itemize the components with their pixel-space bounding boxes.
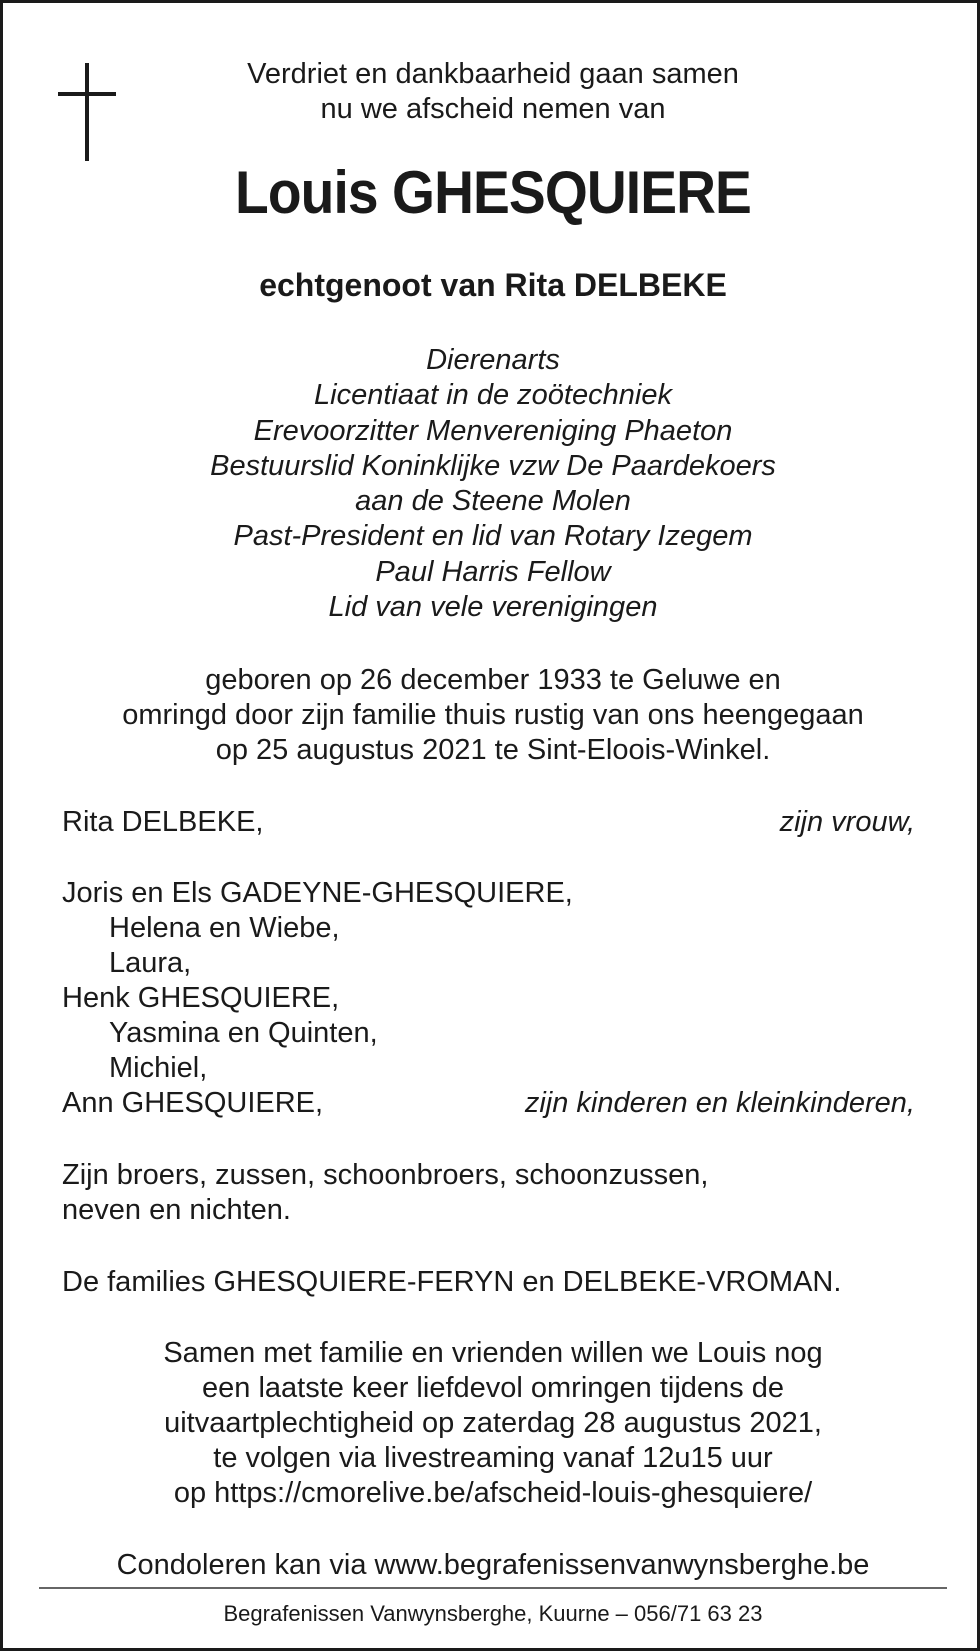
- wife-name: Rita DELBEKE,: [62, 806, 264, 838]
- divider: [39, 1587, 947, 1589]
- funeral-line: een laatste keer liefdevol omringen tijdens de: [202, 1372, 784, 1404]
- birth-death-line: geboren op 26 december 1933 te Geluwe en: [205, 664, 781, 696]
- family-member: Laura,: [109, 947, 192, 979]
- title-item: Lid van vele verenigingen: [328, 591, 658, 624]
- title-item: Erevoorzitter Menvereniging Phaeton: [253, 414, 733, 447]
- title-item: Bestuurslid Koninklijke vzw De Paardekoers: [210, 449, 776, 482]
- siblings-text: [62, 1158, 708, 1228]
- wife-relation: zijn vrouw,: [779, 806, 915, 838]
- spouse-line: echtgenoot van Rita DELBEKE: [259, 267, 727, 303]
- children-relation: zijn kinderen en kleinkinderen,: [524, 1087, 915, 1119]
- intro-line: nu we afscheid nemen van: [320, 93, 666, 125]
- birth-death-line: omringd door zijn familie thuis rustig van ons heengegaan: [122, 699, 864, 731]
- deceased-name: Louis GHESQUIERE: [235, 159, 751, 226]
- titles-list: [3, 343, 980, 625]
- family-member: Michiel,: [109, 1052, 208, 1084]
- title-item: Paul Harris Fellow: [375, 555, 611, 588]
- birth-death-line: op 25 augustus 2021 te Sint-Eloois-Winkel.: [215, 734, 771, 766]
- family-member: Joris en Els GADEYNE-GHESQUIERE,: [62, 877, 573, 909]
- title-item: Licentiaat in de zoötechniek: [314, 379, 672, 412]
- siblings-line: Zijn broers, zussen, schoonbroers, schoonzussen,: [62, 1159, 709, 1191]
- birth-death-text: [3, 663, 980, 768]
- condolences-link: Condoleren kan via www.begrafenissenvanwynsberghe.be: [116, 1549, 870, 1581]
- family-member: Helena en Wiebe,: [109, 912, 340, 944]
- family-member: Ann GHESQUIERE,: [62, 1087, 324, 1119]
- funeral-line: uitvaartplechtigheid op zaterdag 28 augustus 2021,: [164, 1407, 822, 1439]
- funeral-line: te volgen via livestreaming vanaf 12u15 uur: [213, 1442, 773, 1474]
- livestream-link: op https://cmorelive.be/afscheid-louis-ghesquiere/: [173, 1477, 813, 1509]
- family-member: Yasmina en Quinten,: [109, 1017, 378, 1049]
- title-item: Dierenarts: [426, 344, 560, 376]
- footer-text: Begrafenissen Vanwynsberghe, Kuurne – 056/71 63 23: [223, 1601, 763, 1626]
- title-item: Past-President en lid van Rotary Izegem: [233, 520, 753, 553]
- children-list: [62, 876, 573, 1121]
- title-item: aan de Steene Molen: [355, 485, 631, 518]
- intro-text: [3, 57, 980, 127]
- funeral-text: [3, 1336, 980, 1511]
- intro-line: Verdriet en dankbaarheid gaan samen: [247, 58, 739, 90]
- families-text: De families GHESQUIERE-FERYN en DELBEKE-VROMAN.: [62, 1266, 842, 1298]
- family-member: Henk GHESQUIERE,: [62, 982, 340, 1014]
- funeral-line: Samen met familie en vrienden willen we Louis nog: [163, 1337, 823, 1369]
- siblings-line: neven en nichten.: [62, 1194, 291, 1226]
